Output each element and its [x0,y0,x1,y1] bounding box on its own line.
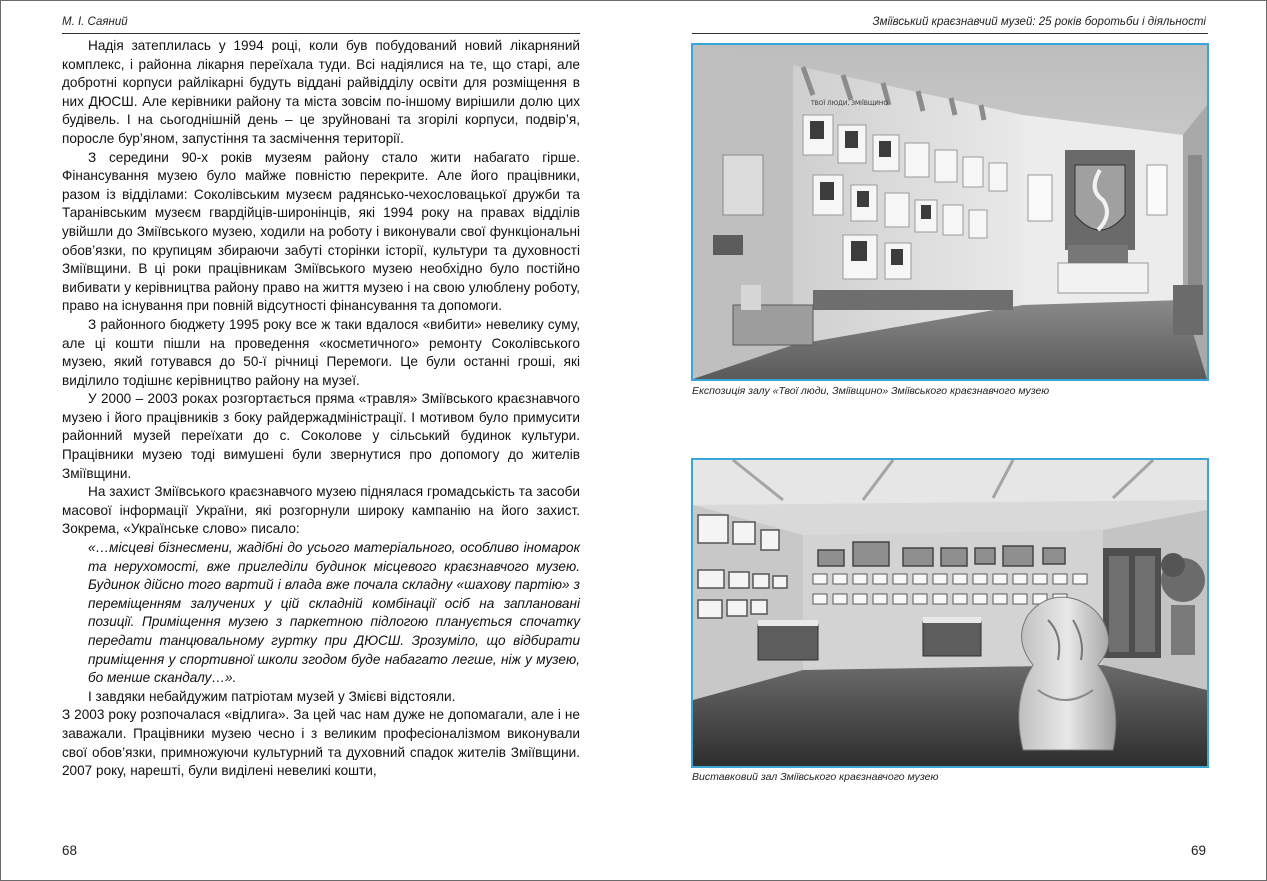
photo-2-image [693,460,1207,766]
quotation-paragraph: «…місцеві бізнесмени, жадібні до усього матеріального, особливо іномарок та нерухомості, вже пригледіли будинок місцевого краєзнавчого музею. Будинок дійсно того вартий і влада вже почала складну «шахову партію» з переміщенням залучених у цій складній комбінації осіб на заплановані позиції. Приміщення музею з паркетною підлогою планується спочатку передати танцювальному гуртку при ДЮСШ. Зрозуміло, що відбирати приміщення у спортивної школи згодом буде набагато легше, ніж у музею, бо менше скандалу…». [88,540,580,686]
body-paragraph: З середини 90-х років музеям району стало жити набагато гірше. Фінансування музею було майже повністю перекрите. Але його працівники, разом із відділами: Соколівським музеєм радянсько-чехословацької дружби та Таранівським музеєм гвардійців-широнінців, які 1994 року на правах відділів увійшли до Зміївського музею, ходили на роботу і виконували свої функціональні обов’язки, по крупицям збираючи забуті сторінки історії, культури та духовності Зміївщини. В ці роки працівникам Зміївського музею необхідно було постійно вибивати у керівництва району право на життя музею і на свою улюблену роботу, право на існування при повній відсутності фінансування та допомоги. [62,149,580,314]
right-header-rule [692,33,1208,34]
body-paragraph: На захист Зміївського краєзнавчого музею піднялася громадськість та засоби масової інформації України, які розгорнули широку кампанію на його захист. Зокрема, «Українське слово» писало: [62,484,580,537]
right-running-head: Зміївський краєзнавчий музей: 25 років боротьби і діяльності [872,16,1206,28]
body-paragraph: З районного бюджету 1995 року все ж таки вдалося «вибити» невелику суму, але ці кошти пішли на проведення «косметичного» ремонту Соколівського музею, який готувався до 50-ї річниці Перемоги. Це були останні гроші, які виділило тодішнє керівництво району на музеї. [62,316,580,388]
left-running-head: М. І. Саяний [62,16,128,28]
photo-1-caption: Експозиція залу «Твої люди, Зміївщино» Зміївського краєзнавчого музею [692,385,1050,397]
body-paragraph: Надія затеплилась у 1994 році, коли був побудований новий лікарняний комплекс, і районна лікарня переїхала туди. Всі надіялися на те, що старі, але добротні корпуси райлікарні будуть віддані райвідділу освіти для розміщення в них ДЮСШ. Але керівники району та міста зовсім по-іншому вирішили долю цих будівель. І на сьогоднішній день – це зруйновані та згорілі корпуси, подвір’я, поросле бур’яном, запустіння та засмічення території. [62,38,580,146]
body-paragraph: І завдяки небайдужим патріотам музей у Змієві відстояли. [88,688,456,704]
photo-1-image [693,45,1207,379]
photo-2-caption: Виставковий зал Зміївського краєзнавчого музею [692,771,939,783]
body-paragraph: З 2003 року розпочалася «відлига». За цей час нам дуже не допомагали, але і не заважали. Працівники музею чесно і з великим професіоналізмом виконували свої обов’язки, примножуючи культурний та духовний спадок жителів Зміївщини. 2007 року, нарешті, були виділені невеликі кошти, [62,707,580,779]
left-header-rule [62,33,580,34]
photo-exhibition-hall-sculpture [691,458,1209,768]
left-page-number: 68 [62,843,78,858]
right-page-number: 69 [1190,843,1206,858]
photo-exhibition-hall-portraits [691,43,1209,381]
left-page-text [62,37,580,781]
photo-1-sign: ТВОЇ ЛЮДИ, ЗМІЇВЩИНО [811,100,889,107]
body-paragraph: У 2000 – 2003 роках розгортається пряма «травля» Зміївського краєзнавчого музею і його працівників з боку райдержадміністрації. І мотивом було примусити районний музей переїхати до с. Соколове у сільський будинок культури. Працівники музею тоді вимушені були звернутися про допомогу до жителів Зміївщини. [62,391,580,481]
